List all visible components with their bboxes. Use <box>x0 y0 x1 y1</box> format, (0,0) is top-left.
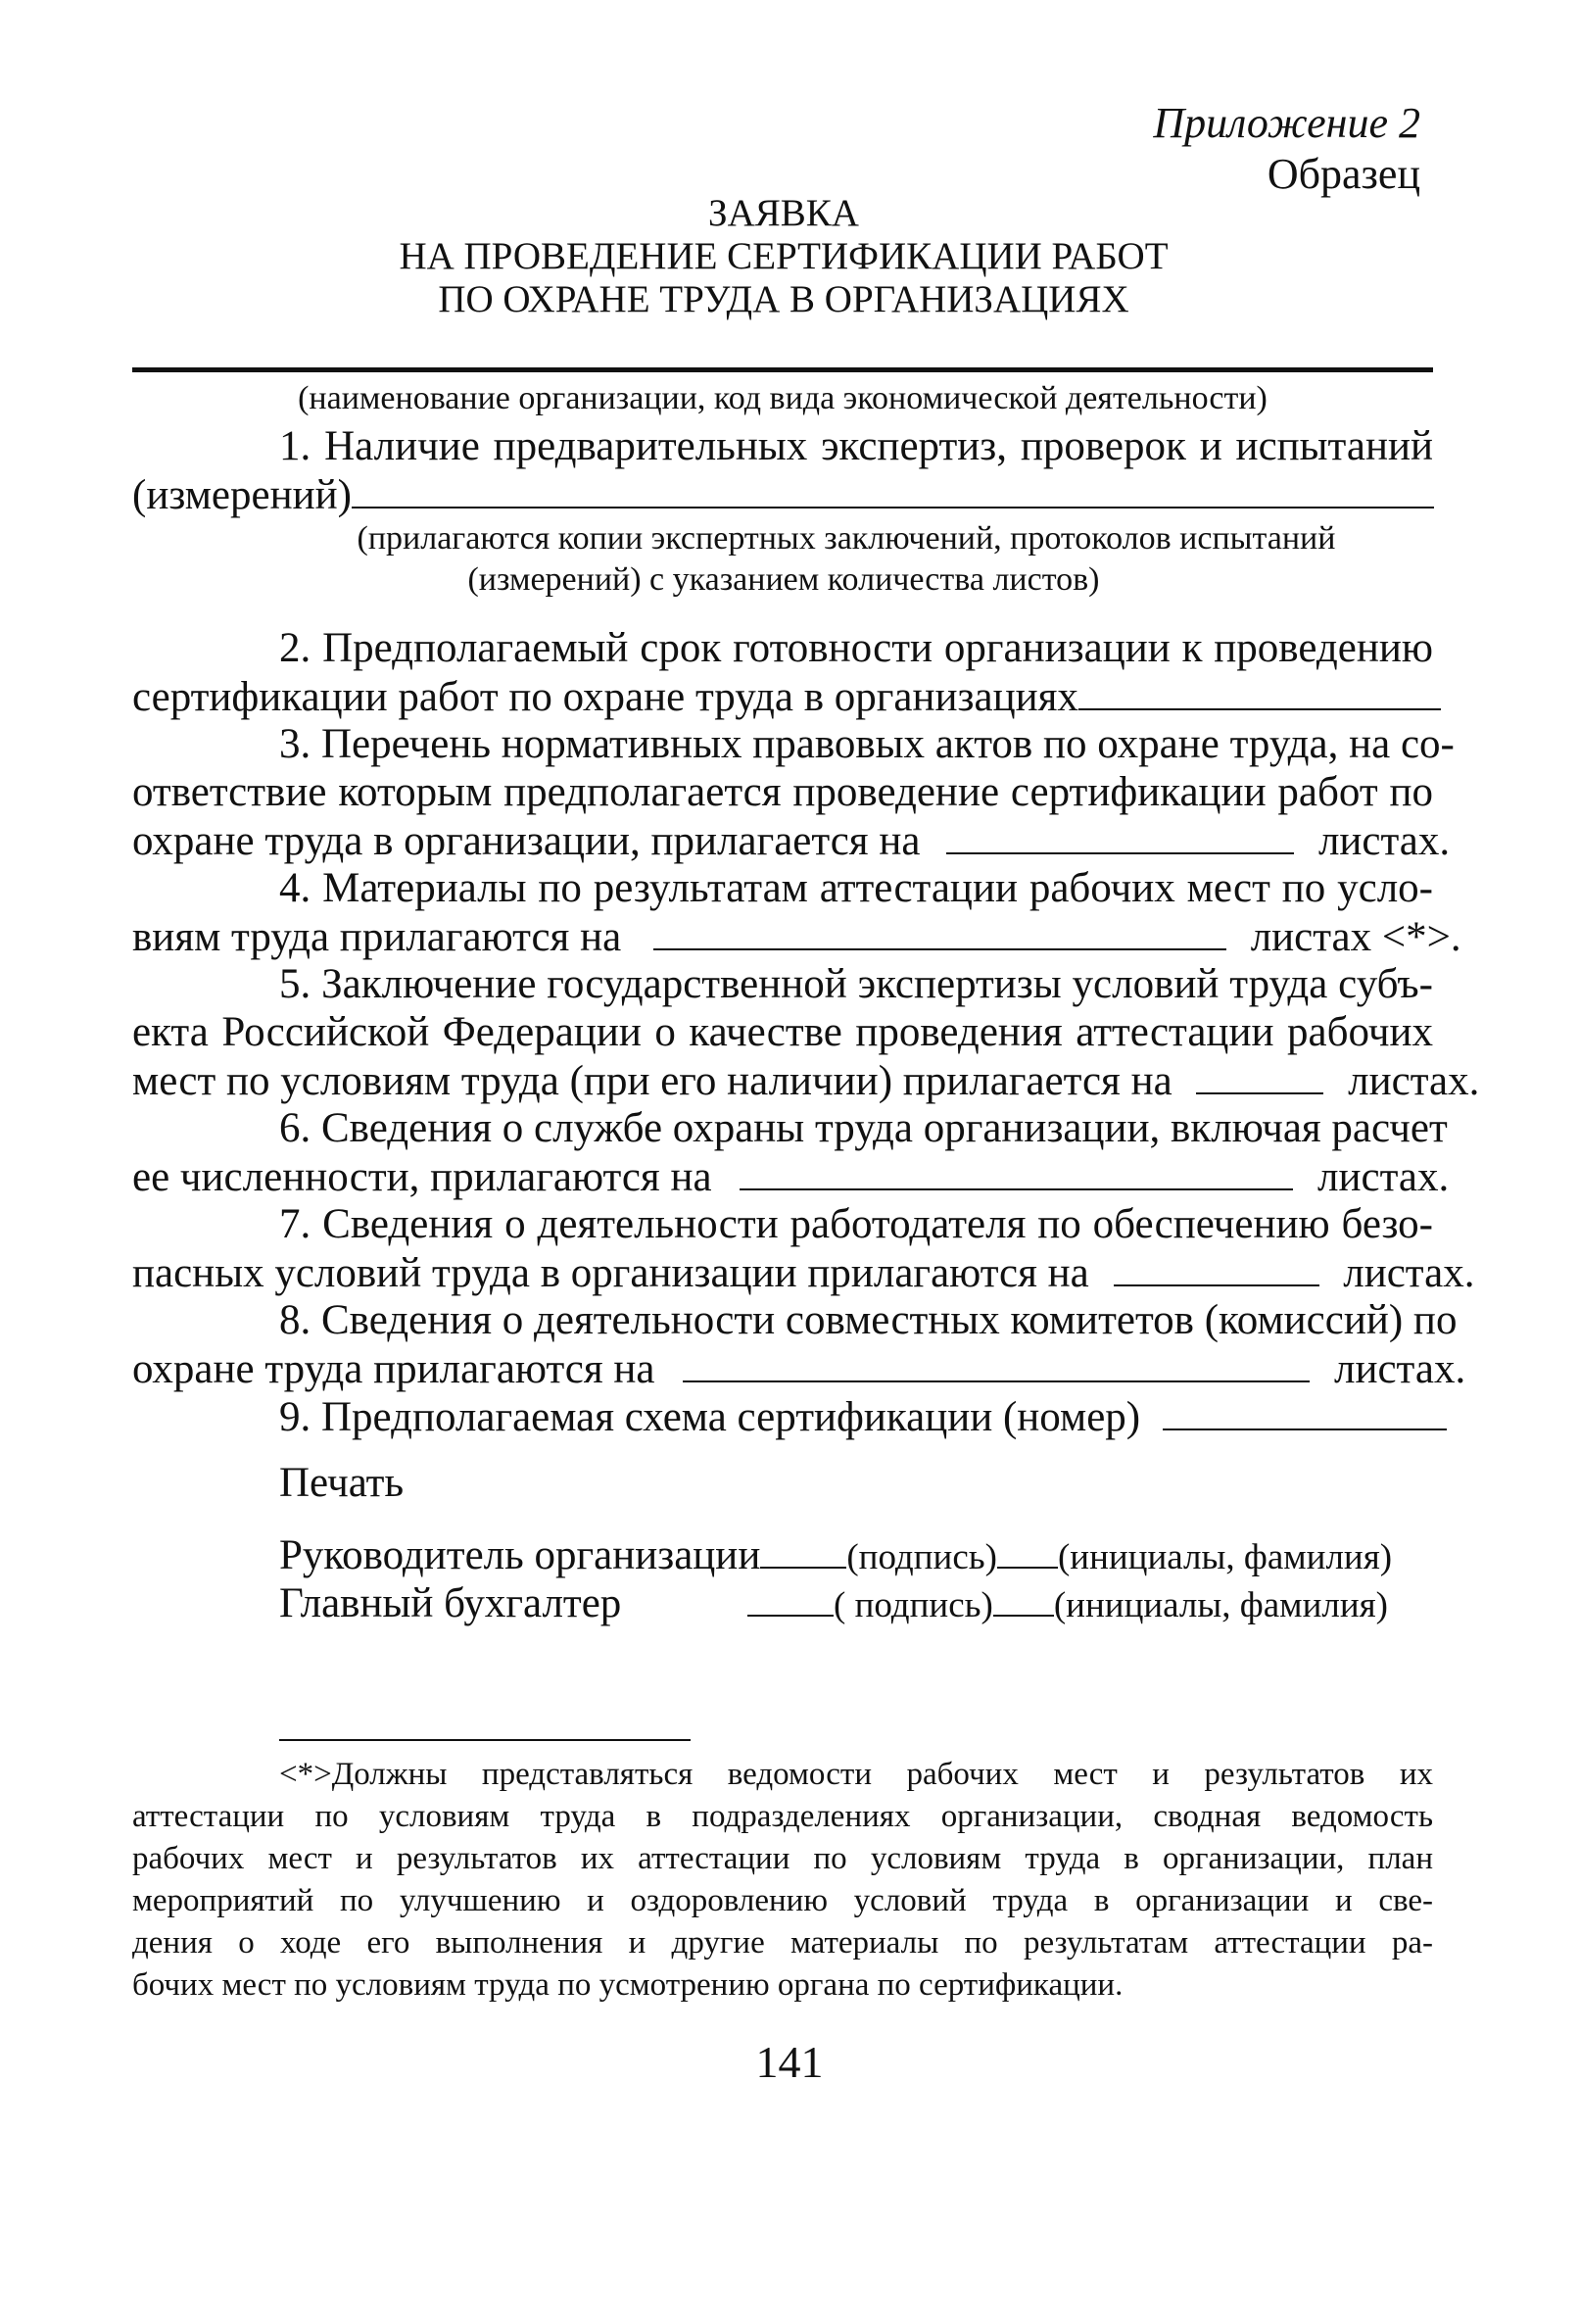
title-line-2: НА ПРОВЕДЕНИЕ СЕРТИФИКАЦИИ РАБОТ <box>399 235 1169 277</box>
appendix-label: Приложение 2 <box>1153 99 1420 147</box>
accountant-signature-line[interactable] <box>747 1579 834 1617</box>
accountant-label: Главный бухгалтер <box>279 1580 622 1626</box>
item-6-sheets-input[interactable] <box>740 1153 1293 1190</box>
item-7-line-1: 7. Сведения о деятельности работодателя по обеспечению безо- <box>279 1201 1433 1247</box>
item-5-line-1: 5. Заключение государственной экспертизы условий труда субъ- <box>279 961 1433 1007</box>
footnote-divider <box>279 1739 691 1741</box>
item-1-label: (измерений) <box>132 472 352 518</box>
item-3-sheets-label: листах. <box>1317 818 1451 864</box>
item-2-input-line[interactable] <box>1078 673 1441 710</box>
footnote-line-6: бочих мест по условиям труда по усмотрению органа по сертификации. <box>132 1967 1124 2003</box>
footnote-line-3: рабочих мест и результатов их аттестации по условиям труда в организации, план <box>132 1841 1433 1876</box>
accountant-sign-caption: ( подпись) <box>834 1585 993 1625</box>
seal-label: Печать <box>279 1460 405 1506</box>
accountant-name-caption: (инициалы, фамилия) <box>1053 1585 1388 1625</box>
item-9-scheme-input[interactable] <box>1163 1393 1447 1430</box>
item-5-line-2: екта Российской Федерации о качестве проведения аттестации рабочих <box>132 1009 1433 1055</box>
item-4-sheets-label: листах <*>. <box>1250 914 1461 960</box>
item-1-caption-2: (измерений) с указанием количества листов) <box>467 561 1100 598</box>
item-7-sheets-label: листах. <box>1343 1250 1475 1296</box>
signature-accountant-row <box>279 1579 1435 1629</box>
head-name-caption: (инициалы, фамилия) <box>1057 1537 1393 1577</box>
sample-label: Образец <box>1267 150 1420 198</box>
item-4-sheets-input[interactable] <box>653 913 1226 950</box>
item-2-line-1: 2. Предполагаемый срок готовности организации к проведению <box>279 625 1433 671</box>
footnote-line-1: <*>Должны представляться ведомости рабочих мест и результатов их <box>279 1757 1433 1792</box>
head-signature-line[interactable] <box>760 1531 846 1569</box>
item-7-text: пасных условий труда в организации прилагаются на <box>132 1250 1089 1296</box>
item-6-line-2 <box>132 1153 1450 1201</box>
head-label: Руководитель организации <box>279 1532 761 1578</box>
footnote-line-2: аттестации по условиям труда в подразделениях организации, сводная ведомость <box>132 1799 1433 1834</box>
item-7-sheets-input[interactable] <box>1114 1249 1319 1286</box>
item-5-sheets-label: листах. <box>1348 1058 1480 1104</box>
item-1-line-2 <box>132 471 1433 519</box>
item-6-line-1: 6. Сведения о службе охраны труда организации, включая расчет <box>279 1105 1448 1151</box>
item-3-text: охране труда в организации, прилагается на <box>132 818 921 864</box>
footnote-line-5: дения о ходе его выполнения и другие материалы по результатам аттестации ра- <box>132 1925 1433 1961</box>
title-line-3: ПО ОХРАНЕ ТРУДА В ОРГАНИЗАЦИЯХ <box>438 278 1129 320</box>
item-5-sheets-input[interactable] <box>1196 1057 1323 1094</box>
item-5-line-3 <box>132 1057 1480 1105</box>
head-sign-caption: (подпись) <box>846 1537 997 1577</box>
item-9-text: 9. Предполагаемая схема сертификации (номер) <box>279 1394 1141 1440</box>
item-3-sheets-input[interactable] <box>946 817 1294 854</box>
item-8-sheets-input[interactable] <box>683 1345 1310 1382</box>
item-4-line-1: 4. Материалы по результатам аттестации рабочих мест по усло- <box>279 865 1433 911</box>
item-3-line-2: ответствие которым предполагается проведение сертификации работ по <box>132 769 1433 815</box>
item-8-text: охране труда прилагаются на <box>132 1346 655 1392</box>
page-number: 141 <box>755 2037 824 2087</box>
item-8-line-2 <box>132 1345 1466 1393</box>
item-6-text: ее численности, прилагаются на <box>132 1154 712 1200</box>
head-name-line[interactable] <box>997 1531 1058 1569</box>
accountant-name-line[interactable] <box>993 1579 1054 1617</box>
item-2-line-2 <box>132 673 1433 721</box>
footnote <box>132 1754 1433 2007</box>
item-4-line-2 <box>132 913 1461 961</box>
footnote-line-4: мероприятий по улучшению и оздоровлению условий труда в организации и све- <box>132 1883 1433 1918</box>
item-8-line-1: 8. Сведения о деятельности совместных комитетов (комиссий) по <box>279 1297 1458 1343</box>
item-3-line-3 <box>132 817 1451 865</box>
item-1-line-1: 1. Наличие предварительных экспертиз, проверок и испытаний <box>279 423 1433 469</box>
title-line-1: ЗАЯВКА <box>708 192 859 234</box>
document-title <box>294 192 1273 321</box>
item-6-sheets-label: листах. <box>1317 1154 1450 1200</box>
item-4-text: виям труда прилагаются на <box>132 914 622 960</box>
item-2-label: сертификации работ по охране труда в организациях <box>132 674 1078 720</box>
item-5-text: мест по условиям труда (при его наличии) прилагается на <box>132 1058 1172 1104</box>
item-3-line-1: 3. Перечень нормативных правовых актов по охране труда, на со- <box>279 721 1455 767</box>
item-1-caption-1: (прилагаются копии экспертных заключений, протоколов испытаний <box>357 520 1336 557</box>
organization-name-field[interactable] <box>132 367 1433 372</box>
item-7-line-2 <box>132 1249 1475 1297</box>
item-1-input-line[interactable] <box>352 471 1434 508</box>
item-8-sheets-label: листах. <box>1334 1346 1466 1392</box>
item-9-line <box>279 1393 1433 1441</box>
signature-head-row <box>279 1531 1435 1581</box>
organization-name-caption: (наименование организации, код вида экономической деятельности) <box>298 380 1268 416</box>
